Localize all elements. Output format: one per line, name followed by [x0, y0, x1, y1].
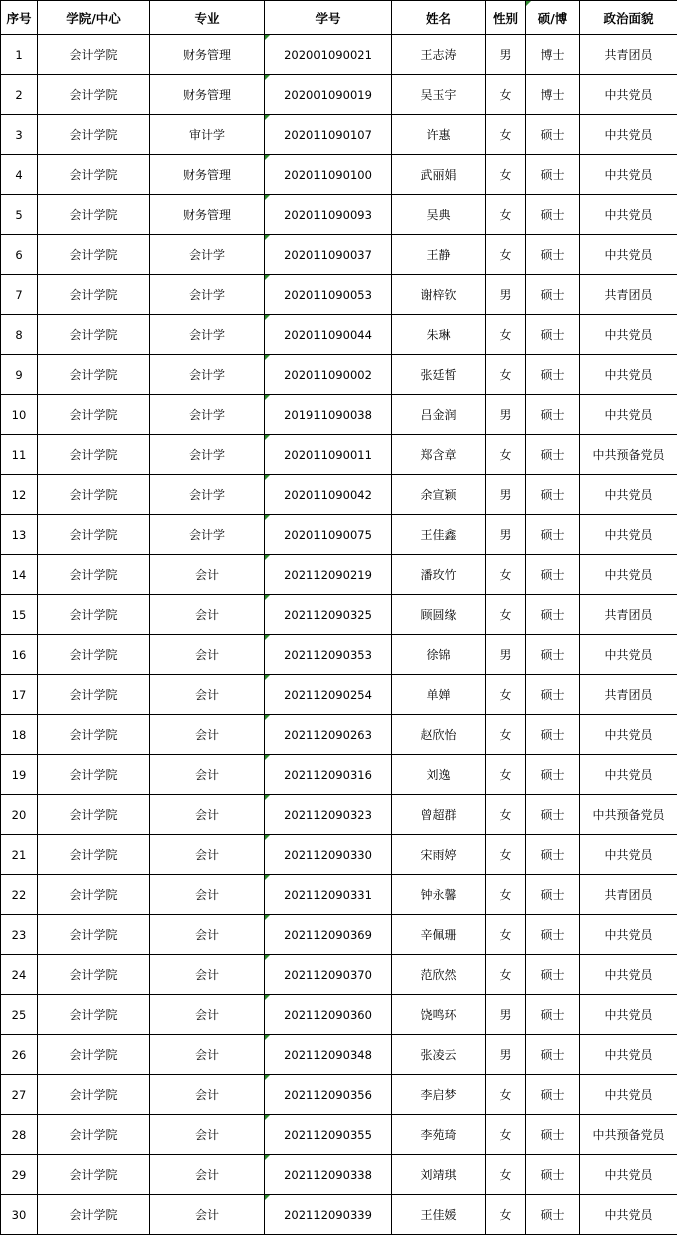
table-row — [1, 875, 677, 915]
table-row — [1, 235, 677, 275]
header-row — [1, 1, 677, 35]
cell-gender: 女 — [486, 755, 526, 795]
cell-name: 李苑琦 — [392, 1115, 486, 1155]
cell-gender: 女 — [486, 435, 526, 475]
cell-college: 会计学院 — [38, 675, 150, 715]
cell-major: 会计 — [150, 675, 265, 715]
cell-student-id: 202011090093 — [265, 195, 392, 235]
cell-name: 谢梓钦 — [392, 275, 486, 315]
cell-degree: 硕士 — [526, 435, 580, 475]
cell-gender: 女 — [486, 155, 526, 195]
cell-index: 27 — [1, 1075, 38, 1115]
cell-college: 会计学院 — [38, 435, 150, 475]
cell-name: 赵欣怡 — [392, 715, 486, 755]
cell-major: 财务管理 — [150, 75, 265, 115]
cell-degree: 硕士 — [526, 1035, 580, 1075]
cell-major: 会计 — [150, 715, 265, 755]
table-header — [1, 1, 677, 35]
table-row — [1, 75, 677, 115]
cell-political-status: 中共党员 — [580, 635, 677, 675]
cell-index: 1 — [1, 35, 38, 75]
cell-student-id: 202112090316 — [265, 755, 392, 795]
cell-major: 会计 — [150, 555, 265, 595]
cell-political-status: 共青团员 — [580, 675, 677, 715]
cell-college: 会计学院 — [38, 1195, 150, 1235]
cell-name: 朱琳 — [392, 315, 486, 355]
table-row — [1, 395, 677, 435]
cell-gender: 男 — [486, 275, 526, 315]
cell-student-id: 202001090021 — [265, 35, 392, 75]
cell-name: 刘靖琪 — [392, 1155, 486, 1195]
cell-gender: 女 — [486, 75, 526, 115]
cell-gender: 女 — [486, 835, 526, 875]
cell-gender: 女 — [486, 1115, 526, 1155]
table-row — [1, 1155, 677, 1195]
cell-degree: 硕士 — [526, 355, 580, 395]
cell-name: 辛佩珊 — [392, 915, 486, 955]
cell-index: 30 — [1, 1195, 38, 1235]
cell-index: 12 — [1, 475, 38, 515]
cell-degree: 硕士 — [526, 235, 580, 275]
cell-political-status: 中共预备党员 — [580, 795, 677, 835]
cell-political-status: 中共党员 — [580, 1155, 677, 1195]
cell-major: 会计 — [150, 795, 265, 835]
table-row — [1, 955, 677, 995]
cell-name: 宋雨婷 — [392, 835, 486, 875]
cell-name: 饶鸣环 — [392, 995, 486, 1035]
cell-student-id: 202011090107 — [265, 115, 392, 155]
cell-student-id: 202112090331 — [265, 875, 392, 915]
cell-political-status: 中共党员 — [580, 555, 677, 595]
cell-gender: 女 — [486, 1075, 526, 1115]
cell-gender: 男 — [486, 475, 526, 515]
cell-major: 审计学 — [150, 115, 265, 155]
cell-degree: 硕士 — [526, 1115, 580, 1155]
cell-degree: 硕士 — [526, 915, 580, 955]
table-row — [1, 835, 677, 875]
table-row — [1, 275, 677, 315]
header-name: 姓名 — [392, 1, 486, 35]
header-index: 序号 — [1, 1, 38, 35]
cell-name: 许惠 — [392, 115, 486, 155]
cell-major: 会计 — [150, 1195, 265, 1235]
cell-name: 余宣颖 — [392, 475, 486, 515]
cell-student-id: 202011090100 — [265, 155, 392, 195]
cell-college: 会计学院 — [38, 555, 150, 595]
cell-major: 会计学 — [150, 515, 265, 555]
cell-gender: 女 — [486, 1155, 526, 1195]
cell-major: 会计 — [150, 595, 265, 635]
table-row — [1, 1035, 677, 1075]
table-row — [1, 435, 677, 475]
cell-gender: 女 — [486, 915, 526, 955]
cell-major: 会计 — [150, 915, 265, 955]
cell-major: 会计学 — [150, 235, 265, 275]
cell-name: 曾超群 — [392, 795, 486, 835]
cell-student-id: 202011090044 — [265, 315, 392, 355]
cell-gender: 男 — [486, 635, 526, 675]
cell-student-id: 202011090037 — [265, 235, 392, 275]
cell-degree: 硕士 — [526, 715, 580, 755]
table-body — [1, 35, 677, 1235]
cell-college: 会计学院 — [38, 1035, 150, 1075]
cell-political-status: 中共党员 — [580, 1035, 677, 1075]
table-row — [1, 355, 677, 395]
cell-index: 16 — [1, 635, 38, 675]
cell-degree: 硕士 — [526, 195, 580, 235]
cell-degree: 硕士 — [526, 955, 580, 995]
table-row — [1, 475, 677, 515]
cell-gender: 女 — [486, 235, 526, 275]
cell-college: 会计学院 — [38, 635, 150, 675]
cell-college: 会计学院 — [38, 75, 150, 115]
cell-degree: 硕士 — [526, 875, 580, 915]
cell-index: 5 — [1, 195, 38, 235]
table-row — [1, 915, 677, 955]
table-row — [1, 1115, 677, 1155]
cell-student-id: 202011090042 — [265, 475, 392, 515]
header-political-status: 政治面貌 — [580, 1, 677, 35]
cell-name: 顾圆缘 — [392, 595, 486, 635]
cell-political-status: 中共党员 — [580, 995, 677, 1035]
cell-college: 会计学院 — [38, 595, 150, 635]
cell-student-id: 202112090339 — [265, 1195, 392, 1235]
cell-name: 潘玫竹 — [392, 555, 486, 595]
cell-college: 会计学院 — [38, 515, 150, 555]
cell-index: 19 — [1, 755, 38, 795]
cell-index: 15 — [1, 595, 38, 635]
cell-college: 会计学院 — [38, 475, 150, 515]
cell-political-status: 中共党员 — [580, 155, 677, 195]
cell-index: 17 — [1, 675, 38, 715]
cell-college: 会计学院 — [38, 195, 150, 235]
cell-political-status: 中共党员 — [580, 235, 677, 275]
cell-name: 刘逸 — [392, 755, 486, 795]
cell-college: 会计学院 — [38, 115, 150, 155]
cell-name: 钟永馨 — [392, 875, 486, 915]
cell-name: 范欣然 — [392, 955, 486, 995]
cell-index: 23 — [1, 915, 38, 955]
cell-gender: 女 — [486, 795, 526, 835]
cell-name: 张凌云 — [392, 1035, 486, 1075]
cell-gender: 女 — [486, 875, 526, 915]
cell-index: 21 — [1, 835, 38, 875]
cell-degree: 硕士 — [526, 595, 580, 635]
cell-name: 王佳媛 — [392, 1195, 486, 1235]
cell-political-status: 中共党员 — [580, 715, 677, 755]
cell-student-id: 202112090330 — [265, 835, 392, 875]
cell-major: 会计 — [150, 875, 265, 915]
cell-name: 徐锦 — [392, 635, 486, 675]
cell-political-status: 中共党员 — [580, 515, 677, 555]
cell-name: 郑含章 — [392, 435, 486, 475]
cell-political-status: 共青团员 — [580, 875, 677, 915]
cell-student-id: 202112090353 — [265, 635, 392, 675]
cell-degree: 硕士 — [526, 755, 580, 795]
header-gender: 性别 — [486, 1, 526, 35]
cell-college: 会计学院 — [38, 275, 150, 315]
cell-index: 22 — [1, 875, 38, 915]
table-row — [1, 635, 677, 675]
cell-student-id: 202011090053 — [265, 275, 392, 315]
cell-gender: 女 — [486, 315, 526, 355]
cell-degree: 博士 — [526, 75, 580, 115]
cell-major: 会计 — [150, 755, 265, 795]
cell-index: 10 — [1, 395, 38, 435]
cell-college: 会计学院 — [38, 1115, 150, 1155]
cell-degree: 硕士 — [526, 395, 580, 435]
cell-index: 29 — [1, 1155, 38, 1195]
cell-college: 会计学院 — [38, 955, 150, 995]
cell-college: 会计学院 — [38, 875, 150, 915]
cell-name: 王佳鑫 — [392, 515, 486, 555]
table-row — [1, 35, 677, 75]
cell-major: 会计 — [150, 1075, 265, 1115]
cell-degree: 硕士 — [526, 275, 580, 315]
table-row — [1, 675, 677, 715]
cell-student-id: 201911090038 — [265, 395, 392, 435]
cell-gender: 女 — [486, 555, 526, 595]
cell-name: 吴玉宇 — [392, 75, 486, 115]
cell-name: 李启梦 — [392, 1075, 486, 1115]
cell-index: 6 — [1, 235, 38, 275]
cell-gender: 女 — [486, 1195, 526, 1235]
cell-political-status: 中共党员 — [580, 835, 677, 875]
cell-political-status: 中共党员 — [580, 955, 677, 995]
cell-political-status: 共青团员 — [580, 595, 677, 635]
cell-major: 会计学 — [150, 395, 265, 435]
cell-political-status: 中共党员 — [580, 115, 677, 155]
cell-gender: 男 — [486, 35, 526, 75]
cell-gender: 女 — [486, 595, 526, 635]
cell-gender: 男 — [486, 395, 526, 435]
cell-political-status: 中共预备党员 — [580, 435, 677, 475]
cell-index: 24 — [1, 955, 38, 995]
cell-index: 25 — [1, 995, 38, 1035]
cell-major: 会计 — [150, 1115, 265, 1155]
cell-student-id: 202112090370 — [265, 955, 392, 995]
cell-major: 会计学 — [150, 275, 265, 315]
cell-degree: 博士 — [526, 35, 580, 75]
cell-gender: 女 — [486, 355, 526, 395]
cell-political-status: 中共党员 — [580, 1195, 677, 1235]
cell-major: 财务管理 — [150, 195, 265, 235]
table-row — [1, 115, 677, 155]
table-row — [1, 195, 677, 235]
cell-degree: 硕士 — [526, 115, 580, 155]
cell-college: 会计学院 — [38, 235, 150, 275]
cell-name: 吕金润 — [392, 395, 486, 435]
cell-college: 会计学院 — [38, 755, 150, 795]
cell-political-status: 中共党员 — [580, 195, 677, 235]
cell-college: 会计学院 — [38, 795, 150, 835]
cell-index: 26 — [1, 1035, 38, 1075]
cell-college: 会计学院 — [38, 355, 150, 395]
cell-student-id: 202112090369 — [265, 915, 392, 955]
cell-index: 2 — [1, 75, 38, 115]
cell-political-status: 中共党员 — [580, 915, 677, 955]
cell-student-id: 202011090011 — [265, 435, 392, 475]
cell-gender: 女 — [486, 675, 526, 715]
cell-political-status: 中共党员 — [580, 355, 677, 395]
cell-major: 会计学 — [150, 435, 265, 475]
cell-gender: 男 — [486, 1035, 526, 1075]
cell-major: 会计 — [150, 835, 265, 875]
cell-degree: 硕士 — [526, 1075, 580, 1115]
header-student-id: 学号 — [265, 1, 392, 35]
cell-college: 会计学院 — [38, 915, 150, 955]
cell-gender: 女 — [486, 955, 526, 995]
cell-college: 会计学院 — [38, 715, 150, 755]
cell-major: 会计 — [150, 995, 265, 1035]
table-row — [1, 595, 677, 635]
cell-index: 9 — [1, 355, 38, 395]
cell-index: 28 — [1, 1115, 38, 1155]
cell-gender: 男 — [486, 995, 526, 1035]
cell-major: 会计 — [150, 635, 265, 675]
cell-degree: 硕士 — [526, 795, 580, 835]
cell-major: 会计学 — [150, 475, 265, 515]
table-row — [1, 755, 677, 795]
cell-index: 20 — [1, 795, 38, 835]
cell-major: 会计 — [150, 1035, 265, 1075]
cell-degree: 硕士 — [526, 475, 580, 515]
cell-political-status: 中共党员 — [580, 755, 677, 795]
cell-student-id: 202112090355 — [265, 1115, 392, 1155]
cell-degree: 硕士 — [526, 515, 580, 555]
cell-political-status: 中共预备党员 — [580, 1115, 677, 1155]
cell-political-status: 中共党员 — [580, 315, 677, 355]
cell-student-id: 202112090263 — [265, 715, 392, 755]
cell-student-id: 202011090075 — [265, 515, 392, 555]
cell-major: 财务管理 — [150, 35, 265, 75]
cell-index: 7 — [1, 275, 38, 315]
cell-gender: 女 — [486, 115, 526, 155]
cell-degree: 硕士 — [526, 995, 580, 1035]
cell-name: 武丽娟 — [392, 155, 486, 195]
cell-name: 张廷皙 — [392, 355, 486, 395]
cell-index: 3 — [1, 115, 38, 155]
cell-student-id: 202001090019 — [265, 75, 392, 115]
cell-index: 11 — [1, 435, 38, 475]
cell-degree: 硕士 — [526, 1195, 580, 1235]
cell-gender: 女 — [486, 715, 526, 755]
cell-student-id: 202112090254 — [265, 675, 392, 715]
table-row — [1, 995, 677, 1035]
cell-political-status: 中共党员 — [580, 475, 677, 515]
cell-index: 8 — [1, 315, 38, 355]
cell-name: 王静 — [392, 235, 486, 275]
cell-political-status: 中共党员 — [580, 395, 677, 435]
header-college: 学院/中心 — [38, 1, 150, 35]
cell-gender: 女 — [486, 195, 526, 235]
table-row — [1, 555, 677, 595]
cell-major: 会计学 — [150, 315, 265, 355]
cell-degree: 硕士 — [526, 1155, 580, 1195]
cell-major: 会计 — [150, 955, 265, 995]
cell-name: 单婵 — [392, 675, 486, 715]
cell-name: 王志涛 — [392, 35, 486, 75]
header-major: 专业 — [150, 1, 265, 35]
cell-major: 财务管理 — [150, 155, 265, 195]
cell-student-id: 202112090338 — [265, 1155, 392, 1195]
cell-college: 会计学院 — [38, 315, 150, 355]
table-row — [1, 315, 677, 355]
cell-political-status: 中共党员 — [580, 75, 677, 115]
cell-political-status: 共青团员 — [580, 35, 677, 75]
table-row — [1, 715, 677, 755]
cell-degree: 硕士 — [526, 675, 580, 715]
cell-college: 会计学院 — [38, 395, 150, 435]
cell-degree: 硕士 — [526, 315, 580, 355]
cell-college: 会计学院 — [38, 35, 150, 75]
cell-political-status: 中共党员 — [580, 1075, 677, 1115]
cell-major: 会计 — [150, 1155, 265, 1195]
cell-political-status: 共青团员 — [580, 275, 677, 315]
table-row — [1, 155, 677, 195]
cell-college: 会计学院 — [38, 155, 150, 195]
table-row — [1, 515, 677, 555]
cell-index: 4 — [1, 155, 38, 195]
header-degree: 硕/博 — [526, 1, 580, 35]
cell-student-id: 202112090356 — [265, 1075, 392, 1115]
cell-student-id: 202112090360 — [265, 995, 392, 1035]
cell-college: 会计学院 — [38, 835, 150, 875]
cell-student-id: 202011090002 — [265, 355, 392, 395]
cell-degree: 硕士 — [526, 555, 580, 595]
cell-index: 13 — [1, 515, 38, 555]
cell-index: 14 — [1, 555, 38, 595]
cell-student-id: 202112090323 — [265, 795, 392, 835]
cell-degree: 硕士 — [526, 835, 580, 875]
cell-college: 会计学院 — [38, 995, 150, 1035]
cell-major: 会计学 — [150, 355, 265, 395]
cell-student-id: 202112090325 — [265, 595, 392, 635]
cell-student-id: 202112090348 — [265, 1035, 392, 1075]
cell-college: 会计学院 — [38, 1075, 150, 1115]
cell-student-id: 202112090219 — [265, 555, 392, 595]
cell-gender: 男 — [486, 515, 526, 555]
table-row — [1, 1195, 677, 1235]
cell-name: 吴典 — [392, 195, 486, 235]
table-row — [1, 795, 677, 835]
table-row — [1, 1075, 677, 1115]
cell-degree: 硕士 — [526, 635, 580, 675]
cell-index: 18 — [1, 715, 38, 755]
cell-degree: 硕士 — [526, 155, 580, 195]
cell-college: 会计学院 — [38, 1155, 150, 1195]
